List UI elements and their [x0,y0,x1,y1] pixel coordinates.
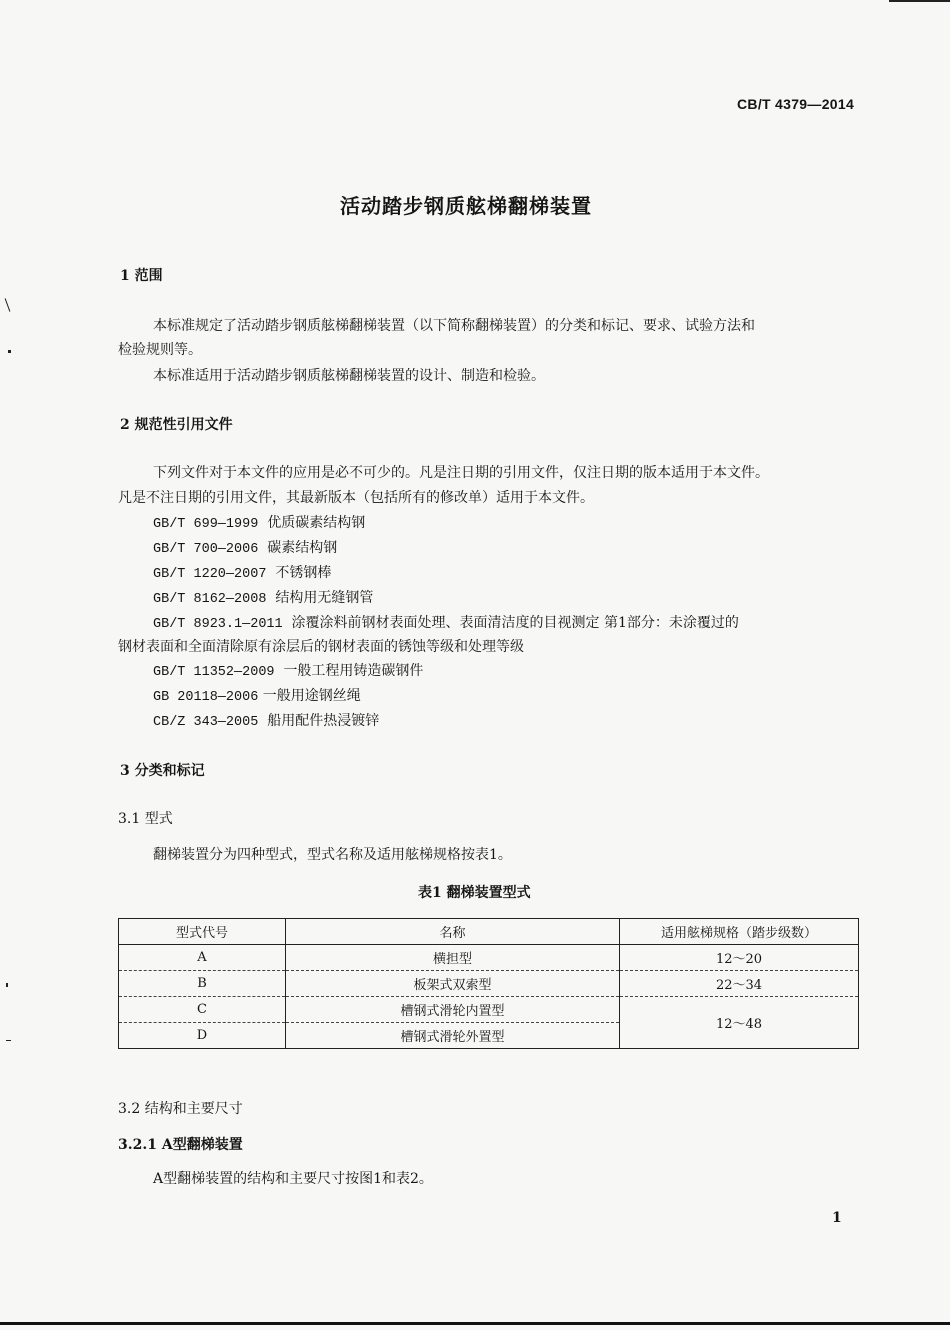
reference-code: GB/T 700—2006 [153,542,259,557]
reference-code: GB/T 8162—2008 [153,592,267,607]
reference-title: 一般工程用铸造碳钢件 [283,663,424,679]
standard-number: CB/T 4379—2014 [737,96,855,112]
document-title: 活动踏步钢质舷梯翻梯装置 [340,194,592,218]
scan-mark [8,350,11,353]
reference-code: GB/T 11352—2009 [153,665,275,680]
section-3-2-1-heading: 3.2.1 A型翻梯装置 [118,1137,243,1153]
section-3-1-heading: 3.1 型式 [118,811,173,827]
section-3-heading: 3 分类和标记 [120,763,205,779]
table-cell-code: C [119,997,286,1023]
reference-title: 钢材表面和全面清除原有涂层后的钢材表面的锈蚀等级和处理等级 [118,639,524,655]
table-cell-name: 板架式双索型 [286,971,620,997]
reference-title: 优质碳素结构钢 [267,515,366,531]
scan-bottom-edge [0,1322,950,1325]
table-row [119,997,859,1023]
table-cell-spec-merged: 12～48 [620,997,859,1049]
scan-mark [889,0,950,2]
reference-title: 碳素结构钢 [267,540,338,556]
table-header-spec: 适用舷梯规格（踏步级数） [620,919,859,945]
section-3-2-heading: 3.2 结构和主要尺寸 [118,1101,243,1117]
scan-mark [5,298,11,311]
reference-item [153,562,331,582]
table-header-row [119,919,859,945]
table-row [119,971,859,997]
table-cell-name: 槽钢式滑轮外置型 [286,1023,620,1049]
reference-code: GB/T 1220—2007 [153,567,267,582]
reference-title: 涂覆涂料前钢材表面处理、表面清洁度的目视测定 第1部分：未涂覆过的 [291,615,739,631]
table-row [119,945,859,971]
table-cell-code: B [119,971,286,997]
section-1-para-1-line-2: 检验规则等。 [118,342,202,358]
reference-title: 船用配件热浸镀锌 [267,713,380,729]
reference-item [153,685,361,705]
reference-title: 一般用途钢丝绳 [262,688,361,704]
section-2-para-line-1: 下列文件对于本文件的应用是必不可少的。凡是注日期的引用文件，仅注日期的版本适用于本文件。 [153,465,769,481]
table-1 [118,918,859,1049]
reference-title: 不锈钢棒 [275,565,332,581]
reference-item-continuation [118,636,524,656]
reference-code: GB 20118—2006 [153,690,259,705]
table-cell-name: 横担型 [286,945,620,971]
table-header-name: 名称 [286,919,620,945]
reference-item [153,587,373,607]
reference-item [153,710,379,730]
section-1-heading: 1 范围 [120,268,163,284]
reference-title: 结构用无缝钢管 [275,590,374,606]
section-2-para-line-2: 凡是不注日期的引用文件，其最新版本（包括所有的修改单）适用于本文件。 [118,490,594,506]
table-cell-spec: 22～34 [620,971,859,997]
section-2-heading: 2 规范性引用文件 [120,417,233,433]
table-header-code: 型式代号 [119,919,286,945]
reference-item [153,537,337,557]
reference-item [153,512,365,532]
scan-mark [6,983,8,987]
section-3-1-text: 翻梯装置分为四种型式，型式名称及适用舷梯规格按表1。 [153,847,512,863]
reference-code: GB/T 8923.1—2011 [153,617,283,632]
reference-item [153,660,423,680]
table-cell-spec: 12～20 [620,945,859,971]
table-cell-code: D [119,1023,286,1049]
scan-mark [6,1040,11,1041]
page-number: 1 [832,1210,842,1226]
reference-code: CB/Z 343—2005 [153,715,259,730]
reference-code: GB/T 699—1999 [153,517,259,532]
table-cell-name: 槽钢式滑轮内置型 [286,997,620,1023]
table-cell-code: A [119,945,286,971]
section-1-para-1-line-1: 本标准规定了活动踏步钢质舷梯翻梯装置（以下简称翻梯装置）的分类和标记、要求、试验方法和 [153,318,755,334]
section-1-para-2: 本标准适用于活动踏步钢质舷梯翻梯装置的设计、制造和检验。 [153,368,545,384]
section-3-2-1-text: A型翻梯装置的结构和主要尺寸按图1和表2。 [153,1171,433,1187]
table-1-caption: 表1 翻梯装置型式 [418,885,531,901]
reference-item [153,612,739,632]
